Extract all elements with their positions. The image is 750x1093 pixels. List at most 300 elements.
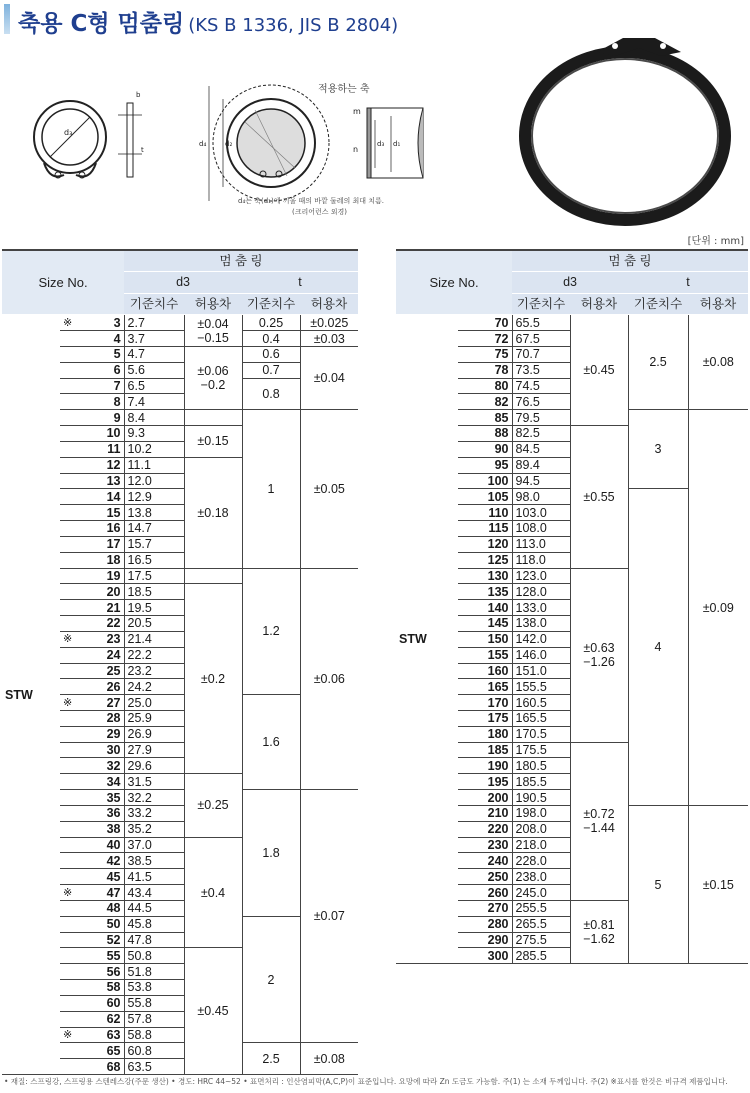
size-no-cell: 72 <box>458 331 512 347</box>
size-no-cell: 19 <box>78 568 124 584</box>
size-no-cell: 70 <box>458 315 512 331</box>
nonstandard-mark <box>60 853 78 869</box>
t-base-cell: 1 <box>242 410 300 568</box>
left-spec-table <box>2 249 358 1075</box>
nonstandard-mark <box>60 995 78 1011</box>
d3-base-cell: 3.7 <box>124 331 184 347</box>
size-no-cell: 60 <box>78 995 124 1011</box>
svg-text:d₄: d₄ <box>199 140 207 148</box>
size-no-cell: 17 <box>78 536 124 552</box>
d3-base-cell: 21.4 <box>124 631 184 647</box>
d3-base-cell: 265.5 <box>512 916 570 932</box>
d3-base-header: 기준치수 <box>512 293 570 315</box>
nonstandard-mark <box>60 837 78 853</box>
nonstandard-mark <box>60 568 78 584</box>
size-no-cell: 78 <box>458 362 512 378</box>
svg-text:m: m <box>353 107 361 116</box>
size-no-cell: 300 <box>458 948 512 964</box>
d3-base-cell: 26.9 <box>124 726 184 742</box>
d3-base-cell: 155.5 <box>512 679 570 695</box>
right-spec-table <box>396 249 748 964</box>
size-no-cell: 22 <box>78 616 124 632</box>
nonstandard-mark <box>60 647 78 663</box>
d3-base-cell: 103.0 <box>512 505 570 521</box>
size-no-cell: 250 <box>458 869 512 885</box>
t-tol-cell: ±0.05 <box>300 410 358 568</box>
d3-base-cell: 285.5 <box>512 948 570 964</box>
t-tol-cell: ±0.08 <box>688 315 748 410</box>
size-no-cell: 35 <box>78 790 124 806</box>
d3-base-cell: 44.5 <box>124 900 184 916</box>
d3-base-cell: 2.7 <box>124 315 184 331</box>
t-base-cell: 2.5 <box>628 315 688 410</box>
t-tol-cell: ±0.09 <box>688 410 748 806</box>
size-no-cell: 200 <box>458 790 512 806</box>
size-no-cell: 16 <box>78 521 124 537</box>
d3-base-cell: 275.5 <box>512 932 570 948</box>
svg-text:t: t <box>141 146 144 154</box>
size-no-cell: 220 <box>458 821 512 837</box>
size-no-cell: 260 <box>458 885 512 901</box>
t-header: t <box>628 272 748 294</box>
d3-base-cell: 50.8 <box>124 948 184 964</box>
d3-base-cell: 65.5 <box>512 315 570 331</box>
size-no-cell: 11 <box>78 441 124 457</box>
d3-base-cell: 60.8 <box>124 1043 184 1059</box>
size-no-cell: 85 <box>458 410 512 426</box>
nonstandard-mark <box>60 948 78 964</box>
d3-base-cell: 51.8 <box>124 964 184 980</box>
t-tol-cell: ±0.08 <box>300 1043 358 1075</box>
nonstandard-mark <box>60 1043 78 1059</box>
d3-base-cell: 142.0 <box>512 631 570 647</box>
t-tol-cell: ±0.04 <box>300 346 358 409</box>
t-base-cell: 0.7 <box>242 362 300 378</box>
nonstandard-mark <box>60 964 78 980</box>
t-tol-cell: ±0.15 <box>688 805 748 963</box>
ring-photo-illustration <box>515 30 735 230</box>
size-no-cell: 75 <box>458 346 512 362</box>
nonstandard-mark <box>60 457 78 473</box>
d3-base-cell: 74.5 <box>512 378 570 394</box>
nonstandard-mark <box>60 600 78 616</box>
size-no-cell: 190 <box>458 758 512 774</box>
nonstandard-mark: ※ <box>60 315 78 331</box>
nonstandard-mark <box>60 742 78 758</box>
unit-label: [단위 : mm] <box>687 236 744 247</box>
t-tol-cell: ±0.07 <box>300 790 358 1043</box>
d3-base-cell: 38.5 <box>124 853 184 869</box>
size-no-cell: 63 <box>78 1027 124 1043</box>
d3-tol-cell: ±0.45 <box>184 948 242 1075</box>
d3-base-cell: 7.4 <box>124 394 184 410</box>
size-no-cell: 195 <box>458 774 512 790</box>
size-no-cell: 65 <box>78 1043 124 1059</box>
shaft-callout: 적용하는 축 <box>318 84 370 95</box>
nonstandard-mark <box>60 821 78 837</box>
size-no-cell: 58 <box>78 980 124 996</box>
d3-base-cell: 12.9 <box>124 489 184 505</box>
nonstandard-mark <box>60 441 78 457</box>
d3-tol-header: 허용차 <box>184 293 242 315</box>
size-no-cell: 68 <box>78 1059 124 1075</box>
d3-base-cell: 31.5 <box>124 774 184 790</box>
d3-base-cell: 18.5 <box>124 584 184 600</box>
size-no-cell: 180 <box>458 726 512 742</box>
t-tol-cell: ±0.025 <box>300 315 358 331</box>
d3-base-cell: 218.0 <box>512 837 570 853</box>
size-no-cell: 155 <box>458 647 512 663</box>
size-no-cell: 36 <box>78 805 124 821</box>
footer-note: • 재질: 스프링강, 스프링용 스텐레스강(주문 생산) • 경도: HRC 44~52 • 표면처리 : 인산염피막(A,C,P)이 표준입니다. 요망에 따라 Zn 도금도 가능함. 주(1) 는 소재 두께입니다. 주(2) ※표시를 한것은 비규격 제품입니다. <box>4 1077 728 1086</box>
t-base-cell: 5 <box>628 805 688 963</box>
t-base-cell: 0.25 <box>242 315 300 331</box>
nonstandard-mark <box>60 774 78 790</box>
d3-base-cell: 138.0 <box>512 616 570 632</box>
size-no-cell: 7 <box>78 378 124 394</box>
d3-base-cell: 228.0 <box>512 853 570 869</box>
d3-base-cell: 58.8 <box>124 1027 184 1043</box>
d3-base-cell: 94.5 <box>512 473 570 489</box>
d3-tol-cell: ±0.45 <box>570 315 628 426</box>
t-base-cell: 1.2 <box>242 568 300 695</box>
size-no-cell: 24 <box>78 647 124 663</box>
size-no-cell: 210 <box>458 805 512 821</box>
d3-base-cell: 170.5 <box>512 726 570 742</box>
size-no-cell: 4 <box>78 331 124 347</box>
d3-base-cell: 70.7 <box>512 346 570 362</box>
d3-base-cell: 15.7 <box>124 536 184 552</box>
d3-base-cell: 19.5 <box>124 600 184 616</box>
nonstandard-mark <box>60 916 78 932</box>
d3-base-cell: 53.8 <box>124 980 184 996</box>
nonstandard-mark: ※ <box>60 885 78 901</box>
table-row <box>396 315 748 331</box>
size-no-cell: 3 <box>78 315 124 331</box>
nonstandard-mark <box>60 1059 78 1075</box>
t-base-cell: 1.8 <box>242 790 300 917</box>
nonstandard-mark <box>60 489 78 505</box>
size-no-cell: 165 <box>458 679 512 695</box>
d3-base-cell: 84.5 <box>512 441 570 457</box>
svg-text:d₁: d₁ <box>393 140 401 148</box>
d3-base-cell: 73.5 <box>512 362 570 378</box>
d3-base-cell: 79.5 <box>512 410 570 426</box>
nonstandard-mark <box>60 521 78 537</box>
size-no-cell: 175 <box>458 710 512 726</box>
d3-base-cell: 67.5 <box>512 331 570 347</box>
d3-base-cell: 20.5 <box>124 616 184 632</box>
size-no-cell: 280 <box>458 916 512 932</box>
d3-base-cell: 245.0 <box>512 885 570 901</box>
d3-header: d3 <box>512 272 628 294</box>
d3-base-cell: 63.5 <box>124 1059 184 1075</box>
d3-base-cell: 165.5 <box>512 710 570 726</box>
size-no-cell: 80 <box>458 378 512 394</box>
group-header: 멈 춤 링 <box>124 250 358 272</box>
size-no-cell: 25 <box>78 663 124 679</box>
size-no-cell: 120 <box>458 536 512 552</box>
t-tol-cell: ±0.03 <box>300 331 358 347</box>
size-no-cell: 82 <box>458 394 512 410</box>
size-no-cell: 270 <box>458 900 512 916</box>
t-tol-header: 허용차 <box>300 293 358 315</box>
size-no-cell: 135 <box>458 584 512 600</box>
d3-base-cell: 35.2 <box>124 821 184 837</box>
size-no-cell: 6 <box>78 362 124 378</box>
d3-tol-cell <box>184 410 242 426</box>
d3-base-cell: 41.5 <box>124 869 184 885</box>
d3-base-cell: 10.2 <box>124 441 184 457</box>
size-no-cell: 26 <box>78 679 124 695</box>
d3-base-cell: 108.0 <box>512 521 570 537</box>
nonstandard-mark <box>60 900 78 916</box>
d3-base-cell: 37.0 <box>124 837 184 853</box>
nonstandard-mark: ※ <box>60 1027 78 1043</box>
d3-tol-cell <box>184 568 242 584</box>
nonstandard-mark <box>60 932 78 948</box>
size-no-cell: 62 <box>78 1011 124 1027</box>
size-no-cell: 55 <box>78 948 124 964</box>
d3-base-cell: 185.5 <box>512 774 570 790</box>
nonstandard-mark <box>60 473 78 489</box>
t-base-cell: 2 <box>242 916 300 1043</box>
nonstandard-mark <box>60 790 78 806</box>
nonstandard-mark <box>60 869 78 885</box>
d3-base-header: 기준치수 <box>124 293 184 315</box>
type-label: STW <box>396 315 458 964</box>
size-no-cell: 12 <box>78 457 124 473</box>
ring-front-view-diagram <box>18 85 158 195</box>
nonstandard-mark <box>60 616 78 632</box>
d3-header: d3 <box>124 272 242 294</box>
d3-base-cell: 12.0 <box>124 473 184 489</box>
size-no-cell: 110 <box>458 505 512 521</box>
size-no-cell: 56 <box>78 964 124 980</box>
size-no-cell: 13 <box>78 473 124 489</box>
d3-base-cell: 47.8 <box>124 932 184 948</box>
diagram-note-2: (크리어런스 외경) <box>292 208 348 216</box>
svg-text:d₂: d₂ <box>225 140 233 148</box>
d3-base-cell: 208.0 <box>512 821 570 837</box>
t-base-header: 기준치수 <box>242 293 300 315</box>
title-standards: (KS B 1336, JIS B 2804) <box>188 15 399 36</box>
nonstandard-mark <box>60 1011 78 1027</box>
d3-base-cell: 33.2 <box>124 805 184 821</box>
nonstandard-mark <box>60 710 78 726</box>
size-no-cell: 10 <box>78 426 124 442</box>
d3-base-cell: 5.6 <box>124 362 184 378</box>
svg-text:d₃: d₃ <box>377 140 385 148</box>
size-no-cell: 240 <box>458 853 512 869</box>
size-no-cell: 5 <box>78 346 124 362</box>
d3-base-cell: 55.8 <box>124 995 184 1011</box>
size-no-cell: 23 <box>78 631 124 647</box>
d3-base-cell: 11.1 <box>124 457 184 473</box>
d3-base-cell: 23.2 <box>124 663 184 679</box>
d3-base-cell: 255.5 <box>512 900 570 916</box>
d3-base-cell: 27.9 <box>124 742 184 758</box>
d3-tol-header: 허용차 <box>570 293 628 315</box>
title-accent-bar <box>4 4 10 34</box>
d3-base-cell: 9.3 <box>124 426 184 442</box>
d3-base-cell: 175.5 <box>512 742 570 758</box>
size-no-cell: 140 <box>458 600 512 616</box>
svg-text:d₃: d₃ <box>64 128 73 137</box>
d3-base-cell: 8.4 <box>124 410 184 426</box>
size-no-cell: 105 <box>458 489 512 505</box>
d3-tol-cell: ±0.06 −0.2 <box>184 346 242 409</box>
d3-base-cell: 133.0 <box>512 600 570 616</box>
nonstandard-mark: ※ <box>60 631 78 647</box>
nonstandard-mark: ※ <box>60 695 78 711</box>
t-tol-cell: ±0.06 <box>300 568 358 790</box>
size-no-cell: 9 <box>78 410 124 426</box>
nonstandard-mark <box>60 362 78 378</box>
d3-tol-cell: ±0.25 <box>184 774 242 837</box>
size-no-cell: 150 <box>458 631 512 647</box>
size-no-cell: 52 <box>78 932 124 948</box>
d3-tol-cell: ±0.18 <box>184 457 242 568</box>
d3-base-cell: 82.5 <box>512 426 570 442</box>
d3-base-cell: 238.0 <box>512 869 570 885</box>
nonstandard-mark <box>60 805 78 821</box>
size-no-cell: 47 <box>78 885 124 901</box>
size-no-header: Size No. <box>396 250 512 315</box>
d3-base-cell: 146.0 <box>512 647 570 663</box>
size-no-cell: 8 <box>78 394 124 410</box>
nonstandard-mark <box>60 331 78 347</box>
size-no-cell: 32 <box>78 758 124 774</box>
size-no-cell: 18 <box>78 552 124 568</box>
t-base-cell: 4 <box>628 489 688 806</box>
size-no-cell: 45 <box>78 869 124 885</box>
size-no-cell: 34 <box>78 774 124 790</box>
size-no-cell: 125 <box>458 552 512 568</box>
size-no-cell: 14 <box>78 489 124 505</box>
size-no-cell: 29 <box>78 726 124 742</box>
t-base-header: 기준치수 <box>628 293 688 315</box>
size-no-cell: 28 <box>78 710 124 726</box>
d3-base-cell: 89.4 <box>512 457 570 473</box>
d3-base-cell: 6.5 <box>124 378 184 394</box>
d3-base-cell: 14.7 <box>124 521 184 537</box>
d3-base-cell: 16.5 <box>124 552 184 568</box>
d3-base-cell: 180.5 <box>512 758 570 774</box>
d3-base-cell: 25.9 <box>124 710 184 726</box>
size-no-cell: 230 <box>458 837 512 853</box>
d3-base-cell: 24.2 <box>124 679 184 695</box>
size-no-cell: 42 <box>78 853 124 869</box>
nonstandard-mark <box>60 679 78 695</box>
nonstandard-mark <box>60 536 78 552</box>
size-no-cell: 160 <box>458 663 512 679</box>
nonstandard-mark <box>60 426 78 442</box>
size-no-cell: 130 <box>458 568 512 584</box>
d3-base-cell: 13.8 <box>124 505 184 521</box>
svg-text:b: b <box>136 91 141 99</box>
size-no-cell: 48 <box>78 900 124 916</box>
d3-base-cell: 17.5 <box>124 568 184 584</box>
t-base-cell: 1.6 <box>242 695 300 790</box>
size-no-cell: 115 <box>458 521 512 537</box>
nonstandard-mark <box>60 584 78 600</box>
t-base-cell: 3 <box>628 410 688 489</box>
size-no-cell: 170 <box>458 695 512 711</box>
d3-base-cell: 57.8 <box>124 1011 184 1027</box>
t-header: t <box>242 272 358 294</box>
nonstandard-mark <box>60 346 78 362</box>
t-base-cell: 0.6 <box>242 346 300 362</box>
d3-tol-cell: ±0.63 −1.26 <box>570 568 628 742</box>
t-base-cell: 0.4 <box>242 331 300 347</box>
nonstandard-mark <box>60 410 78 426</box>
t-base-cell: 2.5 <box>242 1043 300 1075</box>
d3-base-cell: 118.0 <box>512 552 570 568</box>
d3-tol-cell: ±0.55 <box>570 426 628 568</box>
d3-tol-cell: ±0.04 −0.15 <box>184 315 242 347</box>
d3-base-cell: 198.0 <box>512 805 570 821</box>
size-no-cell: 40 <box>78 837 124 853</box>
title-main: 축용 C형 멈춤링 <box>18 11 185 37</box>
d3-base-cell: 29.6 <box>124 758 184 774</box>
size-no-cell: 90 <box>458 441 512 457</box>
size-no-cell: 30 <box>78 742 124 758</box>
nonstandard-mark <box>60 552 78 568</box>
size-no-cell: 145 <box>458 616 512 632</box>
nonstandard-mark <box>60 758 78 774</box>
d3-tol-cell: ±0.15 <box>184 426 242 458</box>
d3-base-cell: 98.0 <box>512 489 570 505</box>
d3-base-cell: 123.0 <box>512 568 570 584</box>
d3-base-cell: 43.4 <box>124 885 184 901</box>
d3-base-cell: 4.7 <box>124 346 184 362</box>
d3-tol-cell: ±0.2 <box>184 584 242 774</box>
d3-tol-cell: ±0.81 −1.62 <box>570 900 628 963</box>
size-no-cell: 95 <box>458 457 512 473</box>
diagram-note-1: d₄는 축(d₁)에 끼울 때의 바깥 둘레의 최대 치름. <box>238 197 384 205</box>
nonstandard-mark <box>60 663 78 679</box>
size-no-header: Size No. <box>2 250 124 315</box>
t-tol-header: 허용차 <box>688 293 748 315</box>
size-no-cell: 88 <box>458 426 512 442</box>
size-no-cell: 50 <box>78 916 124 932</box>
d3-base-cell: 25.0 <box>124 695 184 711</box>
d3-base-cell: 151.0 <box>512 663 570 679</box>
d3-base-cell: 160.5 <box>512 695 570 711</box>
d3-base-cell: 32.2 <box>124 790 184 806</box>
d3-tol-cell: ±0.72 −1.44 <box>570 742 628 900</box>
size-no-cell: 27 <box>78 695 124 711</box>
t-base-cell: 0.8 <box>242 378 300 410</box>
size-no-cell: 38 <box>78 821 124 837</box>
d3-base-cell: 113.0 <box>512 536 570 552</box>
d3-base-cell: 190.5 <box>512 790 570 806</box>
size-no-cell: 100 <box>458 473 512 489</box>
group-header: 멈 춤 링 <box>512 250 748 272</box>
table-row <box>2 315 358 331</box>
nonstandard-mark <box>60 505 78 521</box>
size-no-cell: 290 <box>458 932 512 948</box>
page-title <box>18 5 398 38</box>
d3-tol-cell: ±0.4 <box>184 837 242 948</box>
size-no-cell: 15 <box>78 505 124 521</box>
size-no-cell: 21 <box>78 600 124 616</box>
nonstandard-mark <box>60 726 78 742</box>
type-label: STW <box>2 315 60 1075</box>
size-no-cell: 20 <box>78 584 124 600</box>
d3-base-cell: 45.8 <box>124 916 184 932</box>
